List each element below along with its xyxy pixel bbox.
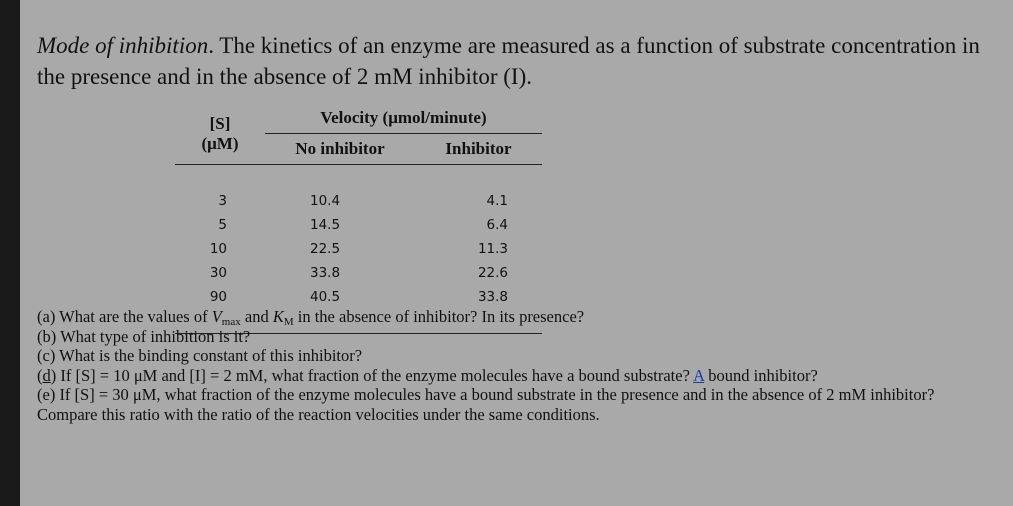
question-e: (e) If [S] = 30 μM, what fraction of the enzyme molecules have a bound substrate in the presence and in the absence of 2 mM inhibitor? xyxy=(37,385,935,405)
s-value: 30 xyxy=(209,265,227,281)
problem-intro xyxy=(37,30,997,92)
question-d-letter: d xyxy=(42,365,51,385)
question-d-text: ) If [S] = 10 μM and [I] = 2 mM, what fraction of the enzyme molecules have a bound substrate? xyxy=(50,365,694,385)
no-inhibitor-value: 40.5 xyxy=(310,289,341,305)
s-header xyxy=(175,103,265,165)
no-inhibitor-value: 33.8 xyxy=(310,265,341,281)
question-b: (b) What type of inhibition is it? xyxy=(37,326,251,346)
inhibitor-value: 33.8 xyxy=(477,289,508,305)
no-inhibitor-value: 22.5 xyxy=(310,241,341,257)
compare-instruction: Compare this ratio with the ratio of the reaction velocities under the same conditions. xyxy=(37,404,600,424)
inhibitor-header: Inhibitor xyxy=(445,139,512,158)
vmax-subscript: max xyxy=(221,316,241,328)
question-d-end: bound inhibitor? xyxy=(704,365,818,385)
document-page xyxy=(20,0,1013,506)
questions xyxy=(37,307,1007,425)
problem-title: Mode of inhibition xyxy=(37,33,209,58)
velocity-header: Velocity (μmol/minute) xyxy=(265,103,542,134)
question-d-open: ( xyxy=(37,365,43,385)
inhibitor-value: 22.6 xyxy=(477,265,508,281)
question-a-end: in the absence of inhibitor? In its presence? xyxy=(293,307,585,326)
question-d xyxy=(37,366,1007,386)
question-c: (c) What is the binding constant of this inhibitor? xyxy=(37,346,363,366)
s-value: 3 xyxy=(218,193,227,209)
s-value: 5 xyxy=(218,217,227,233)
table-row xyxy=(175,261,542,285)
s-value: 90 xyxy=(209,289,227,305)
vmax-symbol: V xyxy=(211,307,222,326)
km-subscript: M xyxy=(283,316,294,328)
table-row xyxy=(175,189,542,213)
inhibitor-value: 6.4 xyxy=(486,217,508,233)
table-row xyxy=(175,213,542,237)
velocity-table xyxy=(175,103,542,334)
table-row xyxy=(175,285,542,309)
no-inhibitor-value: 10.4 xyxy=(310,193,341,209)
no-inhibitor-value: 14.5 xyxy=(310,217,341,233)
question-a xyxy=(37,307,1007,327)
inhibitor-value: 11.3 xyxy=(477,241,508,257)
table-row xyxy=(175,237,542,261)
s-header-line2: (μM) xyxy=(201,133,239,153)
problem-intro-text: . The kinetics of an enzyme are measured as a function of substrate concentration in the presence and in the absence of 2 mM inhibitor (I). xyxy=(37,33,980,89)
question-a-and: and xyxy=(240,307,273,326)
question-d-link[interactable]: A xyxy=(693,365,705,385)
s-header-line1: [S] xyxy=(209,113,231,133)
question-a-text: (a) What are the values of xyxy=(37,307,212,326)
no-inhibitor-header: No inhibitor xyxy=(295,139,385,158)
inhibitor-value: 4.1 xyxy=(486,193,508,209)
km-symbol: K xyxy=(272,307,284,326)
s-value: 10 xyxy=(209,241,227,257)
